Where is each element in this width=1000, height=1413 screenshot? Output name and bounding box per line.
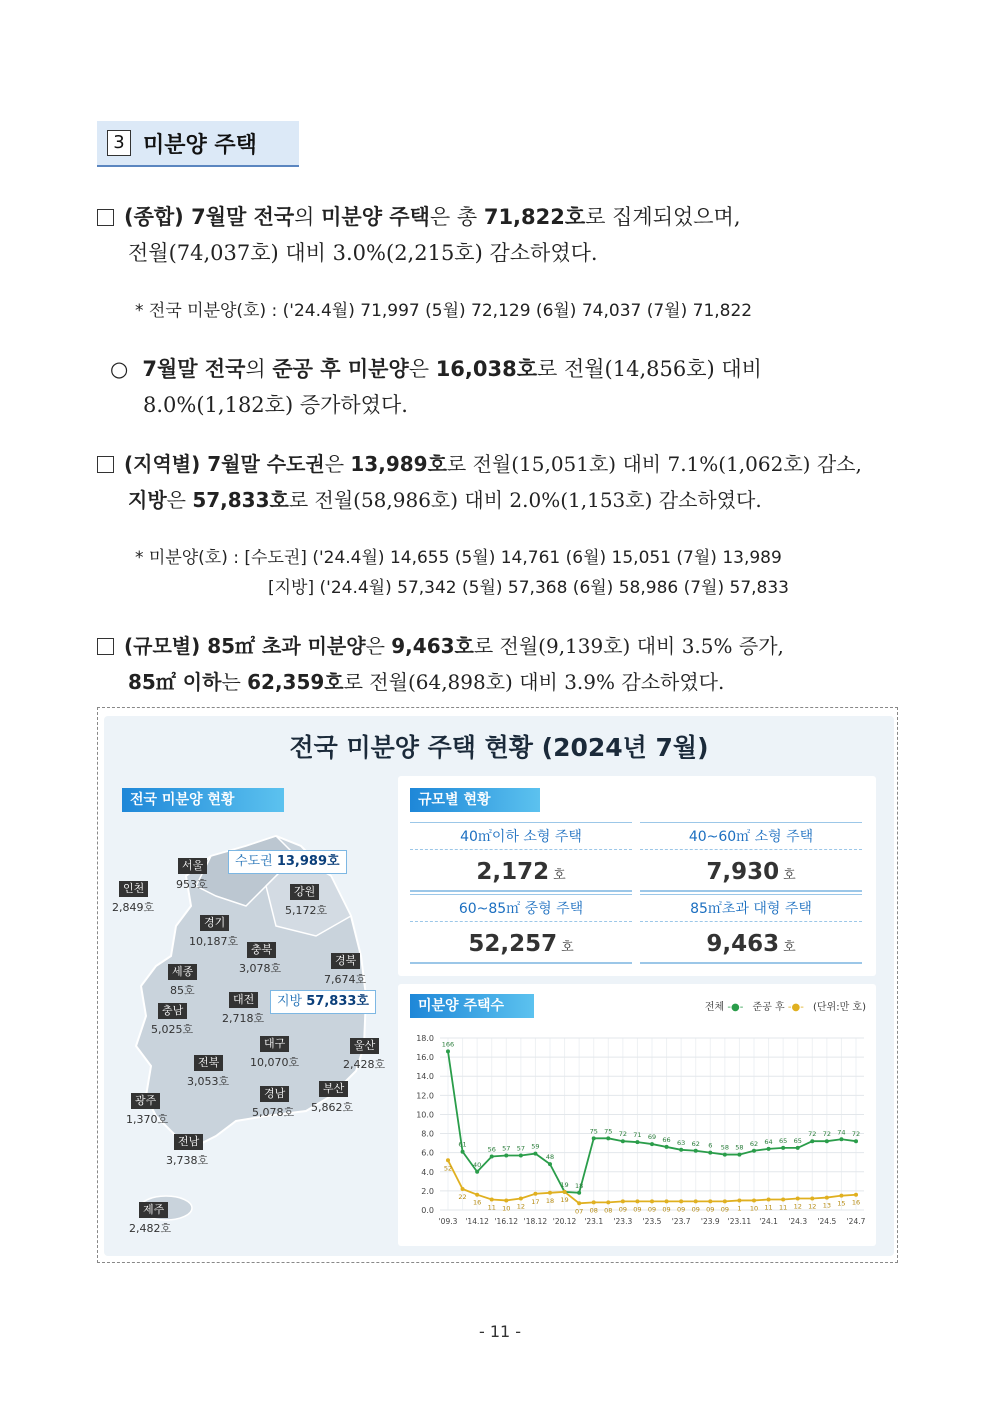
data-point (592, 1200, 596, 1204)
size-unit: 호 (783, 868, 796, 883)
data-point (461, 1150, 465, 1154)
region-chungbuk: 충북 (247, 942, 276, 958)
legend-completed-marker-icon: -●- (787, 1002, 804, 1013)
size-label: 85㎡초과 대형 주택 (640, 894, 862, 922)
p3-text-h: 로 전월(58,986호) 대비 2.0%(1,153호) 감소하였다. (288, 488, 762, 512)
data-label: 11 (779, 1203, 788, 1212)
region-sejong-value: 85호 (170, 984, 195, 997)
capital-callout-label: 수도권 (235, 854, 273, 869)
data-label: 56 (487, 1145, 496, 1154)
data-label: 17 (531, 1197, 540, 1206)
data-label: 09 (647, 1205, 657, 1214)
region-busan-value: 5,862호 (311, 1101, 354, 1114)
data-point (781, 1197, 785, 1201)
size-cell-medium (410, 894, 632, 964)
data-point (650, 1199, 654, 1203)
x-tick-label: '18.12 (523, 1217, 548, 1226)
region-jeonbuk: 전북 (194, 1055, 223, 1071)
data-label: 12 (793, 1202, 802, 1211)
data-label: 57 (516, 1144, 525, 1153)
data-label: 72 (808, 1130, 817, 1139)
data-label: 15 (837, 1199, 846, 1208)
size-label: 40㎡이하 소형 주택 (410, 822, 632, 850)
p1-text-e: 71,822호 (483, 205, 586, 229)
p3-text-f: 은 (166, 488, 193, 512)
map-tag: 전국 미분양 현황 (122, 788, 284, 812)
data-point (810, 1139, 814, 1143)
circle-bullet-icon: ○ (110, 357, 129, 381)
infographic-title: 전국 미분양 주택 현황 (2024년 7월) (289, 733, 709, 762)
p1-text-f: 로 집계되었으며, (585, 205, 741, 229)
data-point (577, 1201, 581, 1205)
region-gangwon: 강원 (290, 884, 319, 900)
data-point (446, 1158, 450, 1162)
chart-tag: 미분양 주택수 (410, 994, 534, 1018)
data-point (490, 1154, 494, 1158)
data-point (461, 1187, 465, 1191)
region-daejeon-value: 2,718호 (222, 1012, 265, 1025)
size-tag: 규모별 현황 (410, 788, 540, 812)
data-point (665, 1199, 669, 1203)
data-point (694, 1149, 698, 1153)
x-tick-label: '23.1 (584, 1217, 604, 1226)
data-label: 72 (618, 1130, 627, 1139)
data-point (606, 1136, 610, 1140)
size-value (640, 922, 862, 964)
y-tick-label: 6.0 (421, 1148, 434, 1158)
capital-callout-value: 13,989호 (276, 854, 340, 869)
region-incheon: 인천 (119, 881, 148, 897)
x-tick-label: '23.5 (642, 1217, 662, 1226)
note-region (135, 543, 789, 603)
data-point (650, 1142, 654, 1146)
p4-text-c: 9,463호 (391, 634, 474, 658)
data-point (475, 1193, 479, 1197)
p4-text-e: 85㎡ 이하 (128, 670, 222, 694)
x-tick-label: '20.12 (552, 1217, 577, 1226)
region-chungbuk-value: 3,078호 (239, 962, 282, 975)
data-label: 16 (851, 1198, 861, 1207)
data-label: 72 (822, 1130, 831, 1139)
data-label: 07 (575, 1207, 584, 1216)
x-tick-label: '24.3 (788, 1217, 808, 1226)
size-panel (398, 776, 876, 976)
data-point (767, 1197, 771, 1201)
data-label: 61 (458, 1140, 467, 1149)
p2-text-f: 로 전월(14,856호) 대비 (537, 357, 762, 381)
data-point (679, 1148, 683, 1152)
page-number: - 11 - (478, 1322, 522, 1341)
data-point (752, 1198, 756, 1202)
line-chart (398, 984, 876, 1246)
x-tick-label: '16.12 (494, 1217, 519, 1226)
data-point (825, 1139, 829, 1143)
p1-tag: (종합) (124, 205, 184, 229)
data-label: 09 (633, 1205, 642, 1214)
region-seoul-value: 953호 (176, 878, 208, 891)
data-label: 1 (737, 1204, 742, 1213)
region-ulsan: 울산 (350, 1038, 379, 1054)
region-jeonnam: 전남 (174, 1134, 203, 1150)
data-label: 18 (575, 1181, 584, 1190)
data-point (839, 1194, 843, 1198)
chart-panel (398, 984, 876, 1246)
data-point (708, 1199, 712, 1203)
data-label: 48 (545, 1153, 555, 1162)
y-tick-label: 8.0 (421, 1129, 434, 1139)
size-unit: 호 (553, 868, 566, 883)
p3-text-a: 7월말 수도권 (200, 452, 325, 476)
data-point (767, 1147, 771, 1151)
p1-text-d: 은 총 (429, 205, 484, 229)
data-point (621, 1139, 625, 1143)
y-tick-label: 12.0 (416, 1091, 434, 1101)
data-label: 65 (793, 1136, 802, 1145)
y-tick-label: 4.0 (421, 1167, 434, 1177)
legend-total-marker-icon: -●- (727, 1002, 744, 1013)
data-point (679, 1199, 683, 1203)
p4-text-f: 는 (221, 670, 248, 694)
data-point (548, 1162, 552, 1166)
p4-text-h: 로 전월(64,898호) 대비 3.9% 감소하였다. (343, 670, 725, 694)
data-point (504, 1154, 508, 1158)
y-tick-label: 2.0 (421, 1186, 434, 1196)
data-label: 62 (749, 1139, 759, 1148)
region-sejong: 세종 (168, 964, 197, 980)
p3-text-g: 57,833호 (192, 488, 289, 512)
local-callout-label: 지방 (277, 994, 303, 1009)
data-label: 09 (720, 1205, 729, 1214)
data-label: 75 (604, 1127, 613, 1136)
p2-text-e: 16,038호 (435, 357, 538, 381)
size-cell-small-40 (410, 822, 632, 892)
data-point (519, 1197, 523, 1201)
data-point (723, 1199, 727, 1203)
local-callout (270, 990, 376, 1014)
p4-text-d: 로 전월(9,139호) 대비 3.5% 증가, (473, 634, 784, 658)
size-unit: 호 (783, 940, 796, 955)
p2-text-c: 준공 후 미분양 (272, 357, 409, 381)
region-jeonbuk-value: 3,053호 (187, 1075, 230, 1088)
data-label: 166 (441, 1040, 455, 1049)
region-jeju: 제주 (139, 1202, 168, 1218)
region-gyeongbuk-value: 7,674호 (324, 973, 367, 986)
data-point (533, 1192, 537, 1196)
region-daegu: 대구 (260, 1036, 289, 1052)
data-label: 58 (720, 1143, 729, 1152)
data-point (519, 1154, 523, 1158)
size-cell-large (640, 894, 862, 964)
region-incheon-value: 2,849호 (112, 901, 155, 914)
x-tick-label: '24.1 (759, 1217, 778, 1226)
p3-text-d: 로 전월(15,051호) 대비 7.1%(1,062호) 감소, (446, 452, 862, 476)
region-jeju-value: 2,482호 (129, 1222, 172, 1235)
bullet-box-icon (97, 638, 114, 655)
local-callout-value: 57,833호 (306, 994, 369, 1009)
data-point (665, 1145, 669, 1149)
infographic (104, 716, 894, 1256)
size-cell-small-60 (640, 822, 862, 892)
region-gwangju-value: 1,370호 (126, 1113, 169, 1126)
note-total: * 전국 미분양(호) : ('24.4월) 71,997 (5월) 72,129 (6월) 74,037 (7월) 71,822 (135, 301, 753, 321)
p3-tag: (지역별) (124, 452, 201, 476)
size-unit: 호 (561, 940, 574, 955)
p1-text-c: 미분양 주택 (321, 205, 430, 229)
data-point (825, 1196, 829, 1200)
p4-text-a: 85㎡ 초과 미분양 (200, 634, 366, 658)
data-point (694, 1199, 698, 1203)
region-busan: 부산 (319, 1081, 348, 1097)
data-label: 10 (749, 1204, 759, 1213)
data-point (854, 1193, 858, 1197)
data-label: 16 (473, 1198, 482, 1207)
data-point (446, 1049, 450, 1053)
region-gwangju: 광주 (131, 1093, 160, 1109)
data-point (490, 1197, 494, 1201)
data-point (577, 1191, 581, 1195)
data-point (839, 1137, 843, 1141)
x-tick-label: '23.11 (727, 1217, 752, 1226)
data-label: 09 (618, 1205, 627, 1214)
data-label: 09 (706, 1205, 715, 1214)
section-title-text: 미분양 주택 (143, 132, 257, 158)
p2-text-a: 7월말 전국 (142, 357, 246, 381)
p1-text-b: 의 (294, 205, 322, 229)
size-number: 9,463 (706, 931, 780, 957)
data-label: 59 (531, 1142, 540, 1151)
data-label: 64 (764, 1137, 773, 1146)
data-point (781, 1146, 785, 1150)
size-number: 2,172 (476, 859, 550, 885)
region-gangwon-value: 5,172호 (285, 904, 328, 917)
size-label: 40~60㎡ 소형 주택 (640, 822, 862, 850)
note-region-line2: [지방] ('24.4월) 57,342 (5월) 57,368 (6월) 58,986 (7월) 57,833 (268, 578, 789, 598)
data-label: 13 (822, 1201, 831, 1210)
paragraph-total (97, 199, 897, 271)
data-label: 09 (691, 1205, 700, 1214)
p2-text-b: 의 (245, 357, 273, 381)
data-label: 63 (677, 1138, 686, 1147)
y-tick-label: 18.0 (416, 1034, 434, 1043)
data-label: 11 (487, 1203, 496, 1212)
region-ulsan-value: 2,428호 (343, 1058, 386, 1071)
p4-text-b: 은 (365, 634, 392, 658)
p3-text-c: 13,989호 (350, 452, 447, 476)
p4-tag: (규모별) (124, 634, 201, 658)
data-point (621, 1199, 625, 1203)
size-value (640, 850, 862, 892)
region-jeonnam-value: 3,738호 (166, 1154, 209, 1167)
data-label: 08 (589, 1206, 598, 1215)
data-label: 40 (473, 1160, 482, 1169)
region-chungnam: 충남 (158, 1003, 187, 1019)
data-label: 09 (662, 1205, 671, 1214)
bullet-box-icon (97, 209, 114, 226)
data-label: 58 (735, 1143, 744, 1152)
data-label: 19 (560, 1195, 569, 1204)
data-point (708, 1151, 712, 1155)
data-label: 52 (443, 1164, 453, 1173)
y-tick-label: 10.0 (416, 1110, 434, 1120)
data-label: 74 (837, 1128, 846, 1137)
p4-text-g: 62,359호 (247, 670, 344, 694)
data-point (737, 1153, 741, 1157)
data-point (548, 1191, 552, 1195)
data-point (563, 1190, 567, 1194)
legend-completed-label: 준공 후 (752, 1002, 785, 1013)
data-label: 6 (708, 1141, 713, 1150)
paragraph-size (97, 628, 902, 700)
data-point (854, 1139, 858, 1143)
data-label: 22 (458, 1192, 467, 1201)
region-daegu-value: 10,070호 (250, 1056, 300, 1069)
region-gyeongnam-value: 5,078호 (252, 1106, 295, 1119)
data-label: 65 (779, 1136, 788, 1145)
x-tick-label: '14.12 (465, 1217, 489, 1226)
paragraph-region (97, 446, 902, 518)
x-tick-label: '24.7 (846, 1217, 866, 1226)
data-label: 19 (560, 1180, 569, 1189)
data-point (796, 1146, 800, 1150)
region-chungnam-value: 5,025호 (151, 1023, 194, 1036)
bullet-box-icon (97, 456, 114, 473)
data-label: 09 (677, 1205, 686, 1214)
data-label: 72 (851, 1130, 861, 1139)
region-daejeon: 대전 (229, 992, 258, 1008)
data-label: 75 (589, 1127, 598, 1136)
data-label: 71 (633, 1131, 642, 1140)
size-number: 7,930 (706, 859, 780, 885)
data-label: 62 (691, 1139, 700, 1148)
note-region-line1: * 미분양(호) : [수도권] ('24.4월) 14,655 (5월) 14,761 (6월) 15,051 (7월) 13,989 (135, 548, 782, 568)
x-tick-label: '24.5 (817, 1217, 837, 1226)
size-value (410, 850, 632, 892)
region-gyeongbuk: 경북 (331, 953, 360, 969)
region-gyeonggi: 경기 (200, 915, 229, 931)
p3-text-b: 은 (324, 452, 351, 476)
x-tick-label: '23.9 (700, 1217, 720, 1226)
y-tick-label: 0.0 (421, 1206, 434, 1215)
data-point (606, 1200, 610, 1204)
region-seoul: 서울 (178, 858, 207, 874)
data-label: 08 (604, 1206, 613, 1215)
data-point (752, 1149, 756, 1153)
size-label: 60~85㎡ 중형 주택 (410, 894, 632, 922)
p1-text-a: 7월말 전국 (183, 205, 295, 229)
y-tick-label: 16.0 (416, 1053, 434, 1063)
data-point (475, 1170, 479, 1174)
p1-line2: 전월(74,037호) 대비 3.0%(2,215호) 감소하였다. (128, 241, 598, 265)
data-label: 10 (502, 1204, 511, 1213)
region-gyeongnam: 경남 (260, 1086, 289, 1102)
x-tick-label: '23.3 (613, 1217, 633, 1226)
legend-total-label: 전체 (704, 1002, 725, 1013)
region-gyeonggi-value: 10,187호 (189, 935, 239, 948)
data-point (592, 1136, 596, 1140)
data-label: 11 (764, 1203, 773, 1212)
data-point (723, 1153, 727, 1157)
data-label: 18 (545, 1196, 555, 1205)
paragraph-completed (110, 351, 900, 423)
y-tick-label: 14.0 (416, 1072, 434, 1082)
data-point (635, 1199, 639, 1203)
x-tick-label: '09.3 (438, 1217, 458, 1226)
x-tick-label: '23.7 (671, 1217, 691, 1226)
data-point (635, 1140, 639, 1144)
data-point (533, 1152, 537, 1156)
p2-line2: 8.0%(1,182호) 증가하였다. (143, 393, 408, 417)
data-label: 12 (516, 1202, 525, 1211)
p2-text-d: 은 (408, 357, 436, 381)
section-number: 3 (107, 130, 131, 156)
data-point (810, 1197, 814, 1201)
data-point (737, 1198, 741, 1202)
data-label: 57 (502, 1144, 511, 1153)
data-label: 12 (808, 1202, 817, 1211)
data-point (796, 1197, 800, 1201)
capital-callout (228, 850, 347, 874)
section-title (97, 121, 299, 167)
legend-unit: (단위:만 호) (813, 1002, 866, 1013)
p3-text-e: 지방 (128, 488, 167, 512)
size-number: 52,257 (468, 931, 558, 957)
data-label: 69 (647, 1133, 657, 1142)
data-point (504, 1198, 508, 1202)
data-label: 66 (662, 1135, 671, 1144)
size-value (410, 922, 632, 964)
